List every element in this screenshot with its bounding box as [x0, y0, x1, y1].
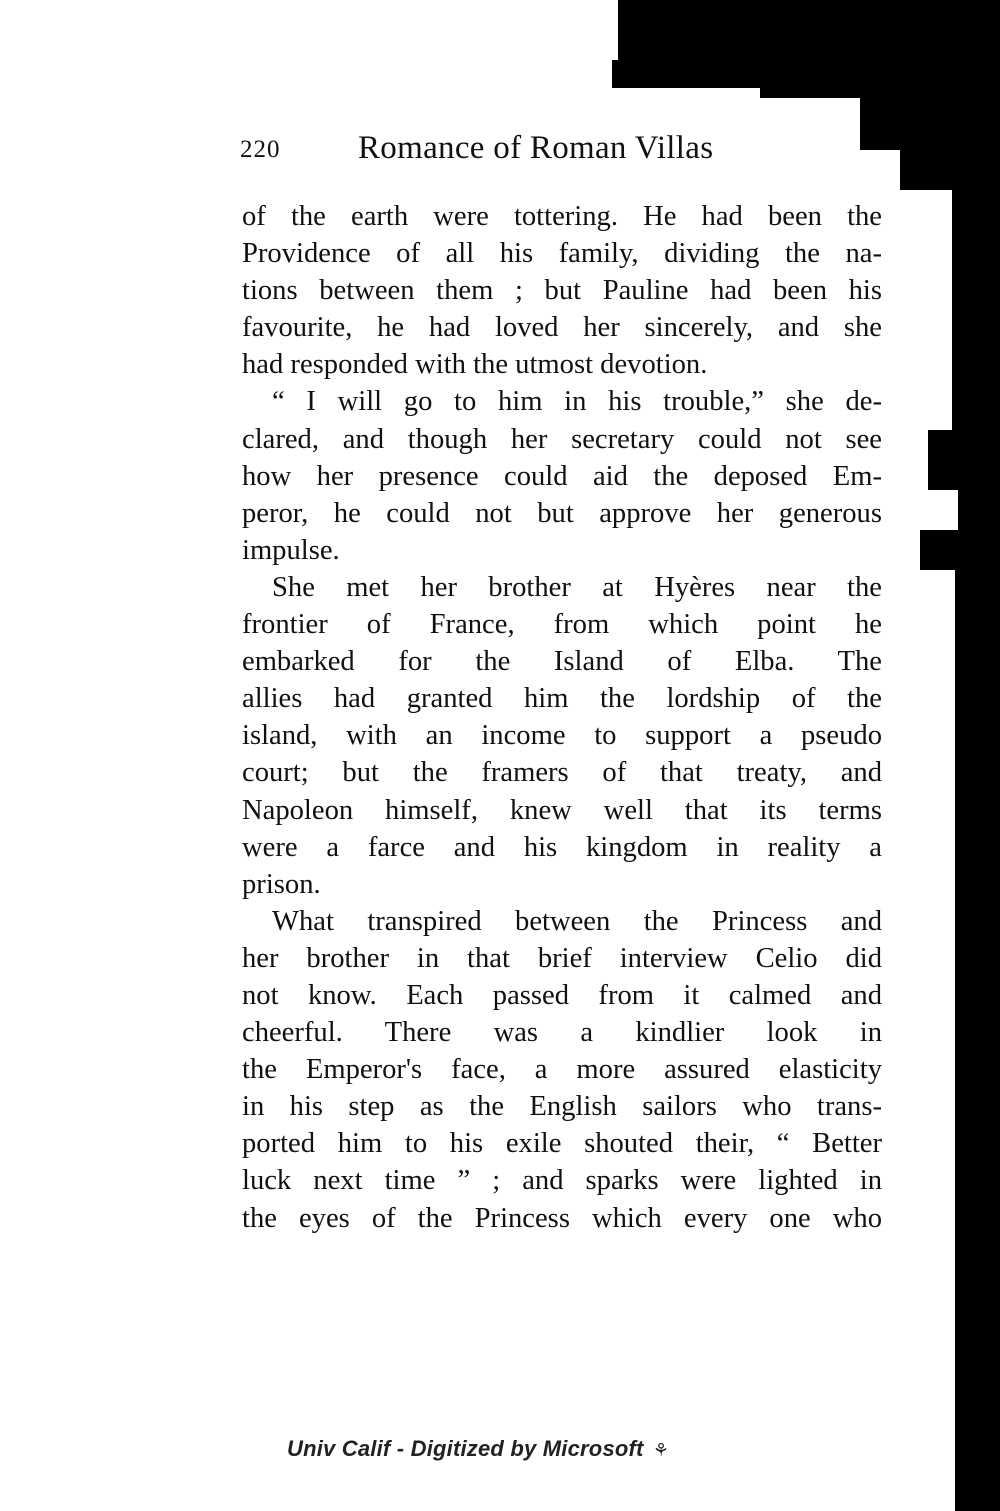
text-line: “ I will go to him in his trouble,” she de- — [272, 386, 882, 418]
text-line: of the earth were tottering. He had been the — [242, 201, 882, 232]
text-line: her brother in that brief interview Celio did — [242, 942, 882, 974]
page-edge-shadow — [860, 98, 1000, 150]
text-line: were a farce and his kingdom in reality a — [242, 831, 882, 863]
microsoft-logo-icon: ⚘ — [652, 1440, 670, 1460]
text-line: tions between them ; but Pauline had been his — [242, 275, 882, 307]
page-edge-shadow — [928, 430, 1000, 490]
text-line: had responded with the utmost devotion. — [242, 349, 708, 381]
page-edge-shadow — [920, 530, 1000, 570]
page-edge-shadow — [958, 490, 1000, 530]
page-edge-shadow — [952, 190, 1000, 430]
text-line: court; but the framers of that treaty, and — [242, 757, 882, 789]
text-line: the eyes of the Princess which every one who — [242, 1202, 882, 1234]
text-line: She met her brother at Hyères near the — [272, 571, 882, 603]
text-line: how her presence could aid the deposed Em- — [242, 460, 882, 492]
page-header — [240, 130, 840, 174]
text-line: clared, and though her secretary could not see — [242, 423, 882, 455]
body-text — [242, 198, 882, 1237]
text-line: the Emperor's face, a more assured elasticity — [242, 1054, 882, 1086]
text-line: island, with an income to support a pseudo — [242, 720, 882, 752]
text-line: cheerful. There was a kindlier look in — [242, 1017, 882, 1049]
text-line: in his step as the English sailors who trans- — [242, 1091, 882, 1123]
page-edge-shadow — [760, 88, 1000, 98]
text-line: allies had granted him the lordship of the — [242, 683, 882, 715]
page-number: 220 — [240, 136, 281, 163]
digitization-watermark — [287, 1436, 669, 1462]
text-line: not know. Each passed from it calmed and — [242, 979, 882, 1011]
text-line: favourite, he had loved her sincerely, and she — [242, 312, 882, 344]
text-line: Providence of all his family, dividing the na- — [242, 238, 882, 270]
text-line: frontier of France, from which point he — [242, 609, 882, 641]
page-edge-shadow — [955, 570, 1000, 1511]
text-line: luck next time ” ; and sparks were lighted in — [242, 1165, 882, 1197]
text-line: peror, he could not but approve her generous — [242, 497, 882, 529]
text-line: Napoleon himself, knew well that its terms — [242, 794, 882, 826]
running-title: Romance of Roman Villas — [358, 130, 714, 166]
page-edge-shadow — [618, 0, 1000, 60]
page-edge-shadow — [900, 150, 1000, 190]
text-line: prison. — [242, 868, 321, 900]
text-line: impulse. — [242, 534, 340, 566]
text-line: What transpired between the Princess and — [272, 905, 882, 937]
page-edge-shadow — [612, 60, 1000, 88]
text-line: ported him to his exile shouted their, “ Better — [242, 1128, 882, 1160]
watermark-text: Univ Calif - Digitized by Microsoft — [287, 1436, 644, 1461]
text-line: embarked for the Island of Elba. The — [242, 646, 882, 678]
